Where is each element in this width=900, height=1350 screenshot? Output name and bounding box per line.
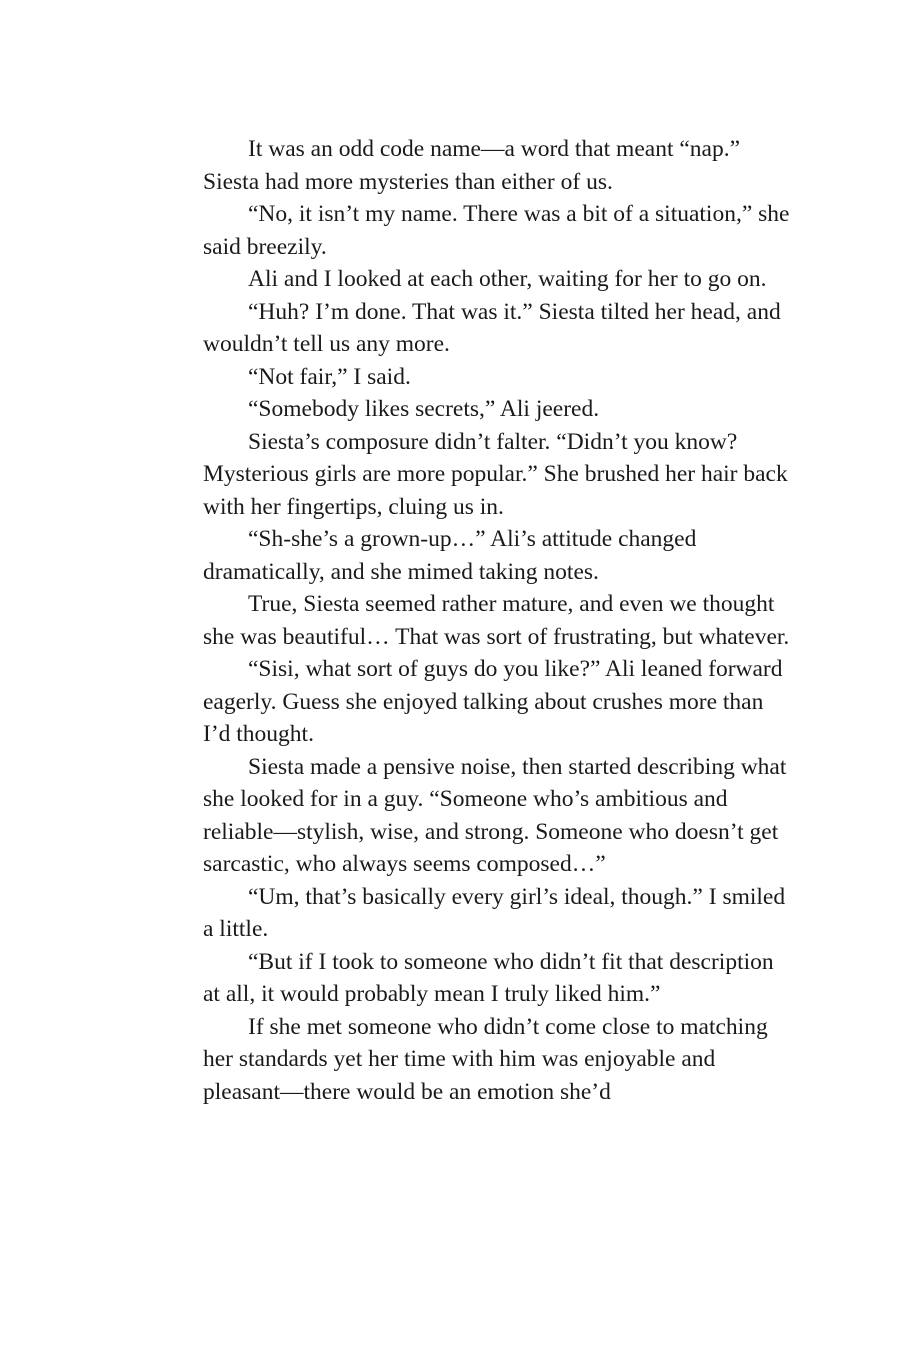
paragraph: “Not fair,” I said. [248, 363, 411, 390]
paragraph: “Somebody likes secrets,” Ali jeered. [248, 396, 600, 422]
paragraph: “Um, that’s basically every girl’s ideal, though.” I smiled a little. [203, 883, 786, 942]
paragraph: It was an odd code name—a word that meant “nap.” Siesta had more mysteries than either of us. [203, 136, 741, 195]
body-text [203, 133, 793, 1108]
paragraph: “Sisi, what sort of guys do you like?” Ali leaned forward eagerly. Guess she enjoyed talking about crushes more than I’d thought. [203, 656, 783, 747]
paragraph: “Huh? I’m done. That was it.” Siesta tilted her head, and wouldn’t tell us any more. [203, 298, 781, 357]
paragraph: Siesta’s composure didn’t falter. “Didn’t you know? Mysterious girls are more popular.” She brushed her hair back with her fingertips, cluing us in. [203, 428, 788, 520]
paragraph: If she met someone who didn’t come close to matching her standards yet her time with him was enjoyable and pleasant—there would be an emotion she’d [203, 1013, 768, 1105]
paragraph: True, Siesta seemed rather mature, and even we thought she was beautiful… That was sort of frustrating, but whatever. [203, 591, 790, 650]
paragraph: Ali and I looked at each other, waiting for her to go on. [248, 266, 767, 292]
paragraph: “But if I took to someone who didn’t fit that description at all, it would probably mean I truly liked him.” [203, 948, 774, 1007]
paragraph: “Sh-she’s a grown-up…” Ali’s attitude changed dramatically, and she mimed taking notes. [203, 526, 697, 585]
paragraph: Siesta made a pensive noise, then started describing what she looked for in a guy. “Someone who’s ambitious and reliable—stylish, wise, and strong. Someone who doesn’t get sarcastic, who always seems composed…” [203, 753, 787, 877]
paragraph: “No, it isn’t my name. There was a bit of a situation,” she said breezily. [203, 201, 790, 260]
